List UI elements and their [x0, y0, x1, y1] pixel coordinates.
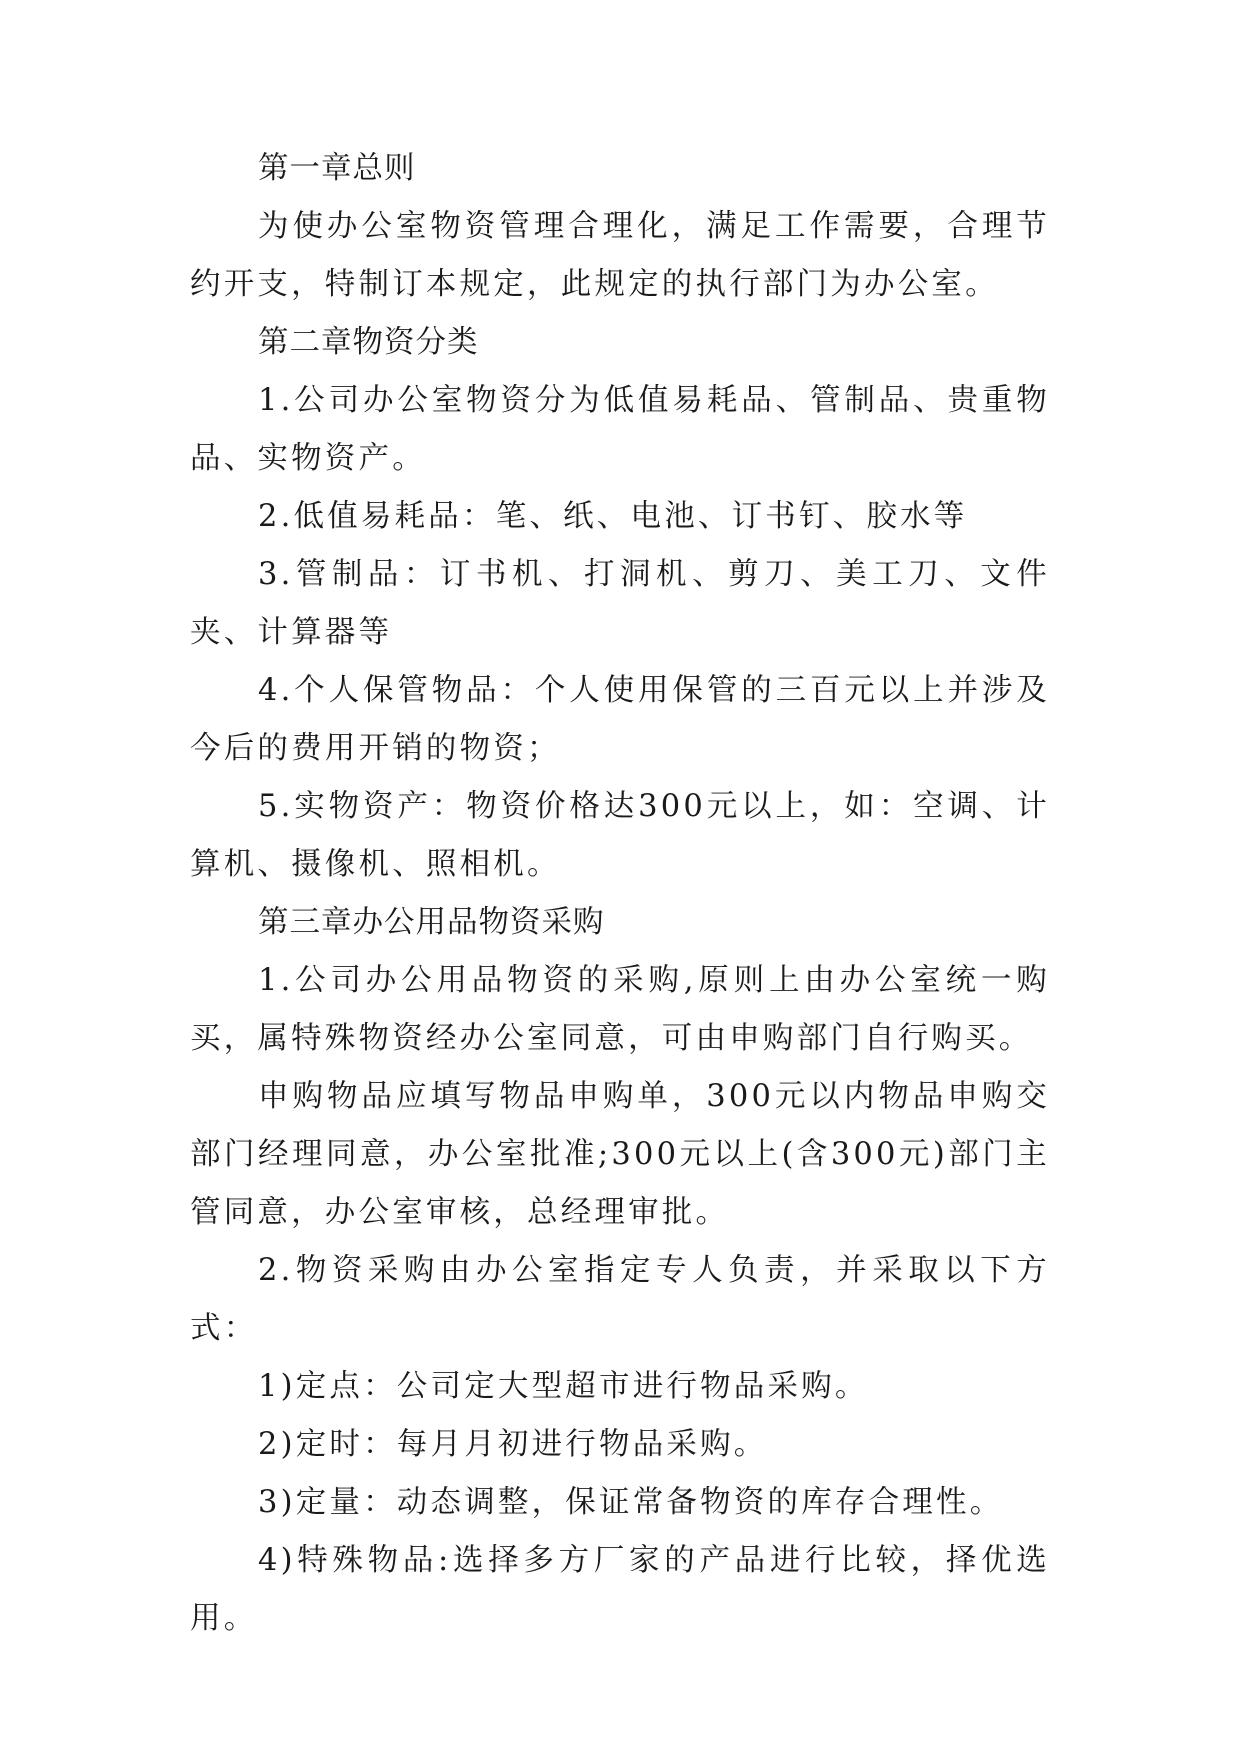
list-item: 2.低值易耗品：笔、纸、电池、订书钉、胶水等	[258, 499, 968, 534]
list-item: 5.实物资产：物资价格达300元以上，如：空调、计算机、摄像机、照相机。	[190, 789, 1050, 882]
chapter-heading: 第二章物资分类	[258, 325, 479, 360]
list-item: 1.公司办公用品物资的采购,原则上由办公室统一购买，属特殊物资经办公室同意，可由申购部门自行购买。	[190, 963, 1050, 1056]
chapter-heading: 第一章总则	[258, 151, 416, 186]
list-item: 1.公司办公室物资分为低值易耗品、管制品、贵重物品、实物资产。	[190, 383, 1050, 476]
sub-list-item: 3)定量：动态调整，保证常备物资的库存合理性。	[258, 1485, 1004, 1520]
list-item: 3.管制品：订书机、打洞机、剪刀、美工刀、文件夹、计算器等	[190, 557, 1050, 650]
list-item: 2.物资采购由办公室指定专人负责，并采取以下方式：	[190, 1253, 1050, 1346]
document-body	[190, 140, 1050, 1648]
paragraph: 申购物品应填写物品申购单，300元以内物品申购交部门经理同意，办公室批准;300元以上(含300元)部门主管同意，办公室审核，总经理审批。	[190, 1079, 1050, 1230]
chapter-heading: 第三章办公用品物资采购	[258, 905, 605, 940]
sub-list-item: 2)定时：每月月初进行物品采购。	[258, 1427, 768, 1462]
paragraph: 为使办公室物资管理合理化，满足工作需要，合理节约开支，特制订本规定，此规定的执行部门为办公室。	[190, 209, 1050, 302]
sub-list-item: 4)特殊物品:选择多方厂家的产品进行比较，择优选用。	[190, 1543, 1050, 1636]
sub-list-item: 1)定点：公司定大型超市进行物品采购。	[258, 1369, 869, 1404]
list-item: 4.个人保管物品：个人使用保管的三百元以上并涉及今后的费用开销的物资；	[190, 673, 1050, 766]
